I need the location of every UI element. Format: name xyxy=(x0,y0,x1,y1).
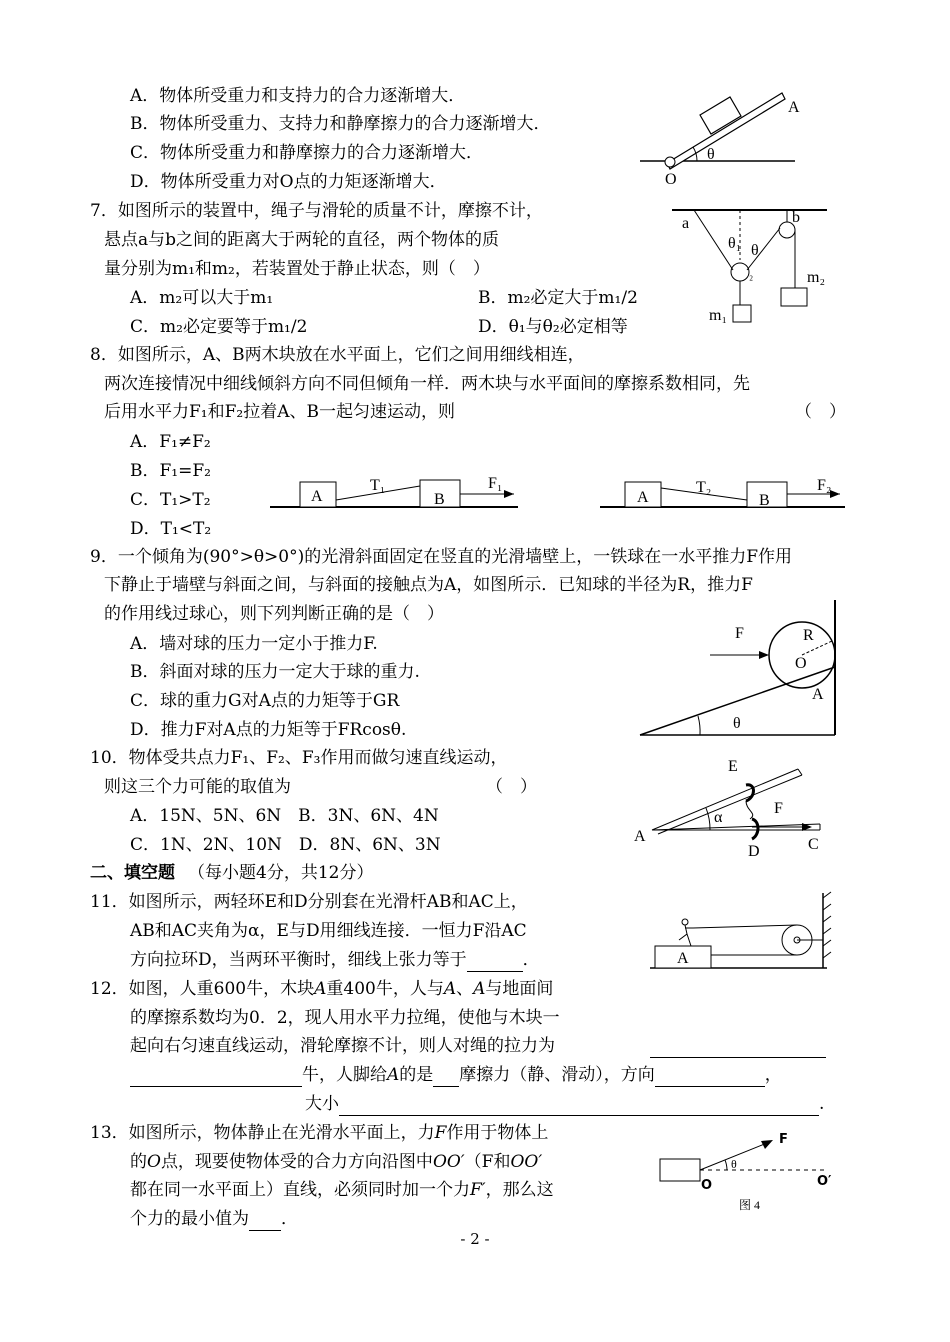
q13-figure-caption: 图 4 xyxy=(739,1198,761,1212)
q6-label-o: O xyxy=(665,171,677,188)
q12-stem-line3: 起向右匀速直线运动，滑轮摩擦不计，则人对绳的拉力为 xyxy=(130,1036,555,1056)
q10-options-cd: C．1N、2N、10N D．8N、6N、3N xyxy=(130,835,441,855)
q8-stem-line1: 8．如图所示，A、B两木块放在水平面上，它们之间用细线相连， xyxy=(90,345,585,365)
q6-label-a: A xyxy=(788,99,800,116)
q7-label-m1: m₁ xyxy=(709,307,728,324)
q7-label-m2: m₂ xyxy=(807,269,826,286)
q7-label-two: ₂ xyxy=(749,267,754,281)
q13-figure-force xyxy=(655,1125,845,1220)
q11-stem-line1: 11．如图所示，两轻环E和D分别套在光滑杆AB和AC上， xyxy=(90,892,528,912)
q8-fig1-label-a: A xyxy=(311,488,323,505)
q8-fig2-label-f2: F₂ xyxy=(817,477,832,494)
q7-option-b: B．m₂必定大于m₁/2 xyxy=(478,288,638,308)
q13-stem-line1: 13．如图所示，物体静止在光滑水平面上，力F作用于物体上 xyxy=(90,1123,549,1143)
q12-answer-blank-2[interactable] xyxy=(130,1068,302,1087)
q8-answer-bracket: （ ） xyxy=(795,402,846,422)
q7-option-c: C．m₂必定要等于m₁/2 xyxy=(130,317,308,337)
q12-stem-line5: 大小 . xyxy=(305,1094,825,1114)
q7-label-theta1: θ₁ xyxy=(728,235,742,252)
q10-answer-bracket: （ ） xyxy=(486,777,537,797)
page-number: - 2 - xyxy=(460,1230,490,1248)
q12-answer-blank-4[interactable] xyxy=(655,1068,765,1087)
q9-stem-line2: 下静止于墙壁与斜面之间，与斜面的接触点为A，如图所示．已知球的半径为R，推力F xyxy=(104,575,753,595)
q7-figure-pulleys xyxy=(672,200,832,330)
q7-option-a: A．m₂可以大于m₁ xyxy=(130,288,274,308)
q12-answer-blank-3[interactable] xyxy=(433,1068,459,1087)
q6-label-theta: θ xyxy=(707,146,715,163)
q12-label-a: A xyxy=(677,950,689,967)
q8-option-c: C．T₁>T₂ xyxy=(130,490,211,510)
q7-stem-line2: 悬点a与b之间的距离大于两轮的直径，两个物体的质 xyxy=(104,230,500,250)
q9-label-f: F xyxy=(735,625,744,642)
q10-options-ab: A．15N、5N、6N B．3N、6N、4N xyxy=(130,806,439,826)
q11-label-d: D xyxy=(748,843,760,860)
q7-label-a: a xyxy=(682,215,690,232)
q8-option-b: B．F₁=F₂ xyxy=(130,461,211,481)
q13-stem-line2: 的O点，现要使物体受的合力方向沿图中OO′（F和OO′ xyxy=(130,1152,543,1172)
q9-stem-line3: 的作用线过球心，则下列判断正确的是（ ） xyxy=(104,604,444,624)
q6-option-d: D．物体所受重力对O点的力矩逐渐增大． xyxy=(130,172,447,192)
q10-stem-line2: 则这三个力可能的取值为 xyxy=(104,777,291,797)
q8-fig1-label-b: B xyxy=(434,491,445,508)
q13-label-theta: θ xyxy=(731,1157,737,1171)
q9-label-r: R xyxy=(803,627,814,644)
q8-fig2-label-a: A xyxy=(637,489,649,506)
q8-fig1-label-t1: T₁ xyxy=(370,477,386,494)
q9-option-a: A．墙对球的压力一定小于推力F. xyxy=(130,634,378,654)
q8-option-d: D．T₁<T₂ xyxy=(130,519,212,539)
q8-stem-line3: 后用水平力F₁和F₂拉着A、B一起匀速运动，则 xyxy=(104,402,455,422)
q11-label-a: A xyxy=(634,828,646,845)
q9-option-b: B．斜面对球的压力一定大于球的重力. xyxy=(130,662,420,682)
q9-option-d: D．推力F对A点的力矩等于FRcosθ. xyxy=(130,720,407,740)
q7-label-b: b xyxy=(792,209,800,226)
q11-stem-line3: 方向拉环D，当两环平衡时，细线上张力等于 ． xyxy=(130,950,540,970)
q8-stem-line2: 两次连接情况中细线倾斜方向不同但倾角一样．两木块与水平面间的摩擦系数相同，先 xyxy=(104,374,750,394)
q6-option-b: B．物体所受重力、支持力和静摩擦力的合力逐渐增大． xyxy=(130,114,551,134)
q12-answer-blank-5[interactable] xyxy=(339,1097,819,1116)
q9-label-a: A xyxy=(812,686,824,703)
q12-stem-line1: 12．如图，人重600牛，木块A重400牛，人与A、A与地面间 xyxy=(90,979,554,999)
q13-label-f: F xyxy=(779,1132,788,1147)
q9-figure-ball-wall xyxy=(635,595,845,745)
q10-stem-line1: 10．物体受共点力F₁、F₂、F₃作用而做匀速直线运动， xyxy=(90,748,508,768)
q12-stem-line4: 牛，人脚给A的是 摩擦力（静、滑动），方向 ， xyxy=(130,1063,782,1087)
q7-stem-line3: 量分别为m₁和m₂，若装置处于静止状态，则（ ） xyxy=(104,259,490,279)
q7-label-theta2: θ xyxy=(751,242,759,259)
section2-title: 二、填空题 xyxy=(90,863,175,883)
q11-label-alpha: α xyxy=(714,809,723,826)
q13-stem-line3: 都在同一水平面上）直线，必须同时加一个力F′，那么这 xyxy=(130,1180,554,1200)
q9-label-o: O xyxy=(795,655,807,672)
q11-figure-rings xyxy=(628,755,838,865)
q8-fig2-label-t2: T₂ xyxy=(696,479,712,496)
q12-answer-blank-1[interactable] xyxy=(650,1034,826,1058)
q9-stem-line1: 9．一个倾角为(90°>θ>0°)的光滑斜面固定在竖直的光滑墙壁上，一铁球在一水平推力F作用 xyxy=(90,547,793,567)
q11-label-f: F xyxy=(774,800,783,817)
q6-figure-incline xyxy=(635,85,815,190)
q13-stem-line4: 个力的最小值为 ． xyxy=(130,1209,298,1229)
q9-option-c: C．球的重力G对A点的力矩等于GR xyxy=(130,691,400,711)
q13-answer-blank[interactable] xyxy=(249,1212,281,1231)
q11-answer-blank[interactable] xyxy=(467,953,523,972)
q13-label-o-prime: O′ xyxy=(817,1174,832,1189)
q8-figure-1 xyxy=(270,470,520,515)
q8-fig2-label-b: B xyxy=(759,492,770,509)
q13-label-o: O xyxy=(701,1178,713,1193)
q8-figure-2 xyxy=(600,470,850,515)
q8-option-a: A．F₁≠F₂ xyxy=(130,432,211,452)
q8-fig1-label-f1: F₁ xyxy=(488,475,503,492)
q12-figure-pulley xyxy=(645,888,835,976)
q12-stem-line2: 的摩擦系数均为0．2，现人用水平力拉绳，使他与木块一 xyxy=(130,1008,560,1028)
q7-option-d: D．θ₁与θ₂必定相等 xyxy=(478,317,628,337)
section2-note: （每小题4分，共12分） xyxy=(188,863,374,883)
q11-stem-line2: AB和AC夹角为α，E与D用细线连接．一恒力F沿AC xyxy=(130,921,527,941)
q6-option-a: A．物体所受重力和支持力的合力逐渐增大． xyxy=(130,86,466,106)
q9-label-theta: θ xyxy=(733,715,741,732)
q7-stem-line1: 7．如图所示的装置中，绳子与滑轮的质量不计，摩擦不计， xyxy=(90,201,543,221)
q6-option-c: C．物体所受重力和静摩擦力的合力逐渐增大． xyxy=(130,143,484,163)
q11-label-c: C xyxy=(808,836,819,853)
q11-label-e: E xyxy=(728,758,738,775)
